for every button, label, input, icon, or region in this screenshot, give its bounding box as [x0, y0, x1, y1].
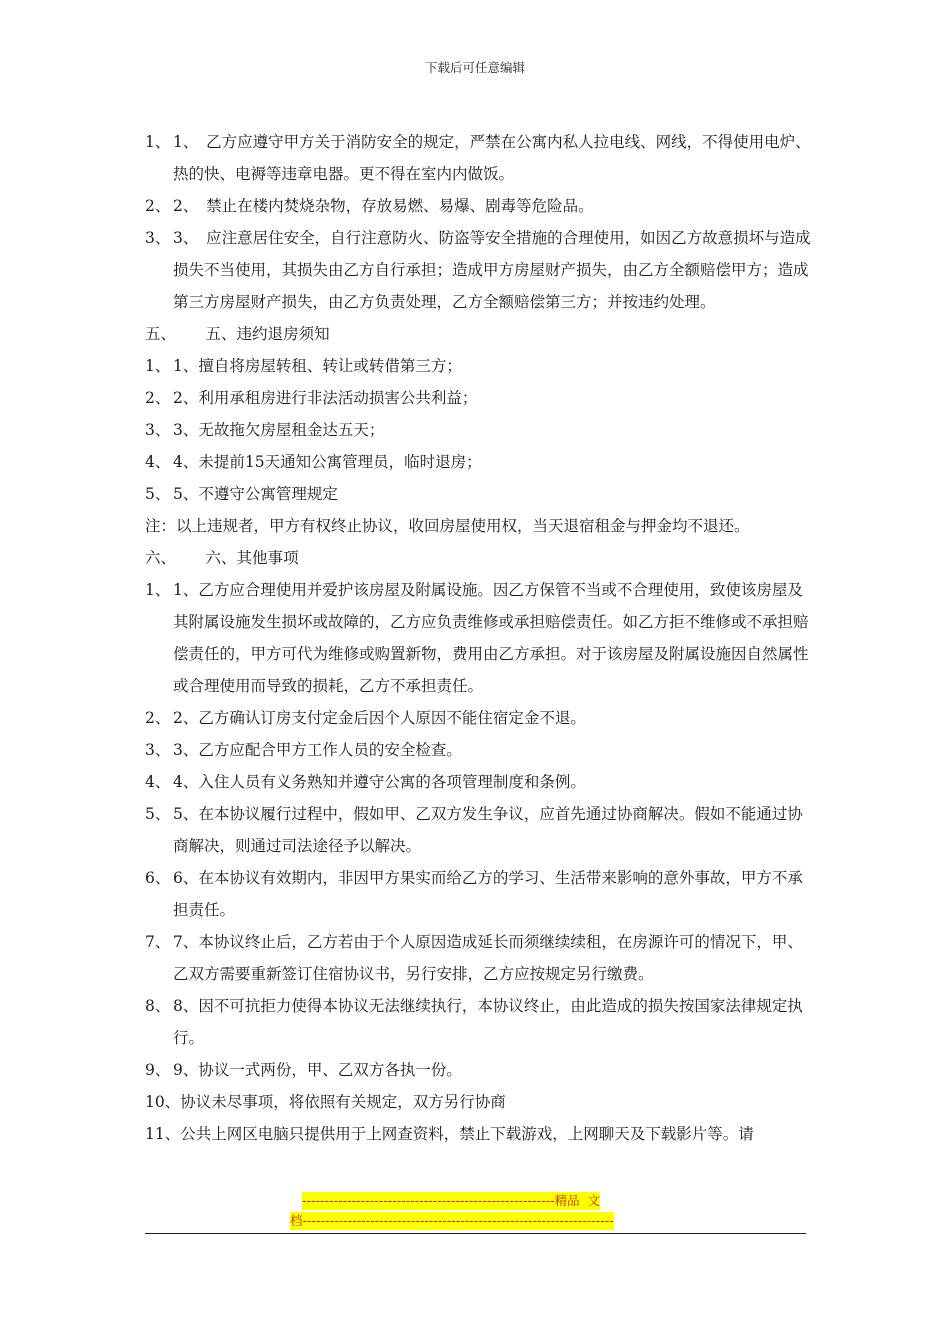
list-item	[145, 190, 813, 222]
list-item	[145, 926, 813, 990]
list-item-text: 3、无故拖欠房屋租金达五天；	[173, 421, 385, 439]
list-item-text: 3、乙方应配合甲方工作人员的安全检查。	[173, 741, 462, 759]
list-item-text: 1、乙方应合理使用并爱护该房屋及附属设施。因乙方保管不当或不合理使用，致使该房屋及其附属设施发生损坏或故障的，乙方应负责维修或承担赔偿责任。如乙方拒不维修或不承担赔偿责任的，甲方可代为维修或购置新物，费用由乙方承担。对于该房屋及附属设施因自然属性或合理使用而导致的损耗，乙方不承担责任。	[173, 581, 809, 695]
list-item-number: 2、	[145, 197, 171, 215]
list-item-number: 1、	[145, 357, 171, 375]
list-item	[145, 574, 813, 702]
list-item-number: 6、	[145, 869, 171, 887]
list-item-text: 5、不遵守公寓管理规定	[173, 485, 338, 503]
list-item-text: 2、乙方确认订房支付定金后因个人原因不能住宿定金不退。	[173, 709, 586, 727]
list-item	[145, 766, 813, 798]
list-item-number: 9、	[145, 1061, 171, 1079]
list-item-number: 7、	[145, 933, 171, 951]
list-item-text: 4、入住人员有义务熟知并遵守公寓的各项管理制度和条例。	[173, 773, 586, 791]
list-item-text: 2、利用承租房进行非法活动损害公共利益；	[173, 389, 478, 407]
list-item	[145, 446, 813, 478]
list-item-text: 9、协议一式两份，甲、乙双方各执一份。	[173, 1061, 462, 1079]
document-body	[145, 126, 813, 1150]
list-item-number: 2、	[145, 389, 171, 407]
footer-rule	[145, 1233, 806, 1234]
list-item	[145, 222, 813, 318]
footer-line-1: --------------------------------------------------------精品 文	[302, 1193, 601, 1208]
list-item	[145, 350, 813, 382]
list-item	[145, 478, 813, 510]
section-heading: 六、 六、其他事项	[145, 549, 299, 567]
list-item-text: 6、在本协议有效期内，非因甲方果实而给乙方的学习、生活带来影响的意外事故，甲方不承担责任。	[173, 869, 803, 919]
list-item-text: 5、在本协议履行过程中，假如甲、乙双方发生争议，应首先通过协商解决。假如不能通过协商解决，则通过司法途径予以解决。	[173, 805, 803, 855]
list-item-text: 8、因不可抗拒力使得本协议无法继续执行，本协议终止，由此造成的损失按国家法律规定执行。	[173, 997, 803, 1047]
list-item	[145, 734, 813, 766]
list-item	[145, 990, 813, 1054]
list-item	[145, 126, 813, 190]
list-item-number: 5、	[145, 805, 171, 823]
list-item-number: 8、	[145, 997, 171, 1015]
list-item-number: 5、	[145, 485, 171, 503]
list-item-text: 7、本协议终止后，乙方若由于个人原因造成延长而须继续续租，在房源许可的情况下，甲、乙双方需要重新签订住宿协议书，另行安排，乙方应按规定另行缴费。	[173, 933, 803, 983]
list-item-number: 3、	[145, 741, 171, 759]
list-item-number: 3、	[145, 421, 171, 439]
list-item	[145, 798, 813, 862]
list-item-text: 3、 应注意居住安全，自行注意防火、防盗等安全措施的合理使用，如因乙方故意损坏与造成损失不当使用，其损失由乙方自行承担；造成甲方房屋财产损失，由乙方全额赔偿甲方；造成第三方房屋财产损失，由乙方负责处理，乙方全额赔偿第三方；并按违约处理。	[173, 229, 811, 311]
list-item-text: 2、 禁止在楼内焚烧杂物，存放易燃、易爆、剧毒等危险品。	[173, 197, 594, 215]
plain-paragraph: 10、协议未尽事项，将依照有关规定，双方另行协商	[145, 1093, 506, 1111]
list-item	[145, 702, 813, 734]
plain-paragraph: 11、公共上网区电脑只提供用于上网查资料，禁止下载游戏，上网聊天及下载影片等。请	[145, 1125, 754, 1143]
list-item-number: 3、	[145, 229, 171, 247]
list-item-text: 1、 乙方应遵守甲方关于消防安全的规定，严禁在公寓内私人拉电线、网线，不得使用电炉、热的快、电褥等违章电器。更不得在室内内做饭。	[173, 133, 811, 183]
list-item	[145, 414, 813, 446]
list-item-number: 4、	[145, 773, 171, 791]
list-item	[145, 382, 813, 414]
list-item-number: 1、	[145, 133, 171, 151]
list-item-number: 1、	[145, 581, 171, 599]
list-item	[145, 862, 813, 926]
list-item	[145, 1054, 813, 1086]
list-item-text: 4、未提前15天通知公寓管理员，临时退房；	[173, 453, 482, 471]
list-item-text: 1、擅自将房屋转租、转让或转借第三方；	[173, 357, 462, 375]
list-item-number: 4、	[145, 453, 171, 471]
list-item-number: 2、	[145, 709, 171, 727]
section-heading: 五、 五、违约退房须知	[145, 325, 330, 343]
footer-line-2: 档---------------------------------------------------------------------	[290, 1213, 614, 1228]
note-paragraph: 注：以上违规者，甲方有权终止协议，收回房屋使用权，当天退宿租金与押金均不退还。	[145, 517, 750, 535]
page-header: 下载后可任意编辑	[424, 60, 525, 75]
